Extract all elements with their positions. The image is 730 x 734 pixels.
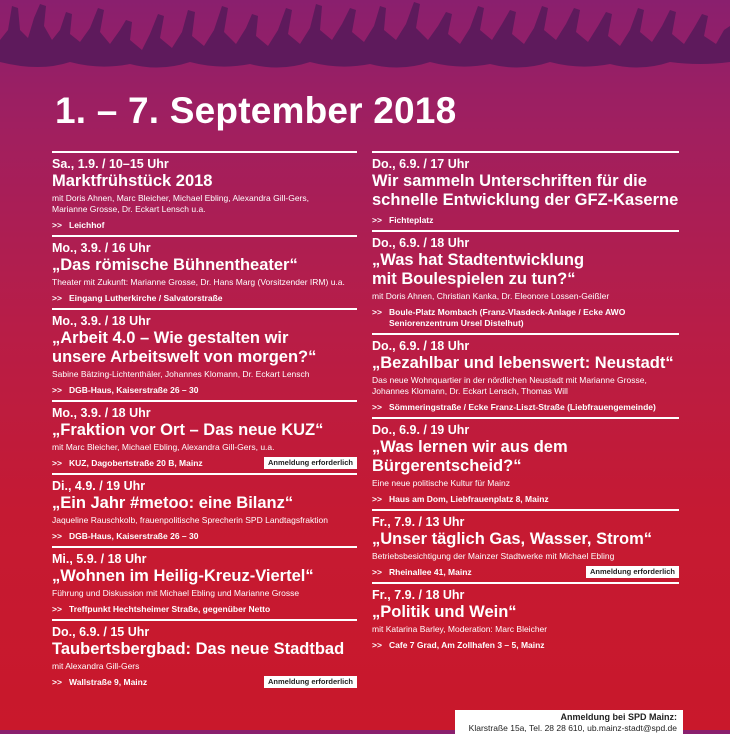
event-date: Mo., 3.9. / 18 Uhr <box>52 406 151 420</box>
event-title <box>52 172 357 191</box>
event-entry <box>372 509 679 578</box>
event-location <box>372 215 679 226</box>
event-description-line: mit Alexandra Gill-Gers <box>52 661 140 671</box>
event-title <box>372 603 679 622</box>
event-location <box>372 307 679 329</box>
event-title <box>52 256 357 275</box>
location-arrow-icon: >> <box>52 220 62 230</box>
event-location-line <box>52 531 357 542</box>
event-description-line: mit Doris Ahnen, Marc Bleicher, Michael Ebling, Alexandra Gill-Gers, <box>52 193 309 203</box>
event-title-line: „Fraktion vor Ort – Das neue KUZ“ <box>52 421 324 439</box>
event-date: Di., 4.9. / 19 Uhr <box>52 479 146 493</box>
event-entry <box>52 235 357 304</box>
event-title <box>372 251 679 289</box>
event-location <box>52 531 357 542</box>
event-location-text: Haus am Dom, Liebfrauenplatz 8, Mainz <box>389 494 549 504</box>
event-description <box>52 277 357 288</box>
event-date: Sa., 1.9. / 10–15 Uhr <box>52 157 169 171</box>
event-location-text: Leichhof <box>69 220 105 230</box>
event-location-line <box>52 604 357 615</box>
event-entry <box>52 308 357 396</box>
event-entry <box>52 473 357 542</box>
event-title <box>52 567 357 586</box>
crowd-silhouette-icon <box>0 0 730 92</box>
location-arrow-icon: >> <box>52 604 62 614</box>
event-title <box>372 354 679 373</box>
event-date: Mo., 3.9. / 18 Uhr <box>52 314 151 328</box>
event-title-line: unsere Arbeitswelt von morgen?“ <box>52 348 317 366</box>
event-entry <box>372 151 679 226</box>
event-date: Do., 6.9. / 18 Uhr <box>372 236 470 250</box>
event-description <box>52 661 357 672</box>
event-description <box>372 551 679 562</box>
event-title <box>52 421 357 440</box>
event-location-text: DGB-Haus, Kaiserstraße 26 – 30 <box>69 385 199 395</box>
event-location <box>372 402 679 413</box>
event-title-line: „Das römische Bühnentheater“ <box>52 256 298 274</box>
event-entry <box>52 546 357 615</box>
event-title-line: „Arbeit 4.0 – Wie gestalten wir <box>52 329 289 347</box>
event-title <box>52 640 357 659</box>
event-location-text: Treffpunkt Hechtsheimer Straße, gegenüber Netto <box>69 604 271 614</box>
event-entry <box>52 400 357 469</box>
event-description-line: Johannes Klomann, Dr. Eckart Lensch, Thomas Will <box>372 386 568 396</box>
event-location-line <box>52 385 357 396</box>
event-title <box>52 329 357 367</box>
event-description-line: mit Katarina Barley, Moderation: Marc Bleicher <box>372 624 548 634</box>
event-date: Mi., 5.9. / 18 Uhr <box>52 552 147 566</box>
location-arrow-icon: >> <box>52 293 62 303</box>
event-location <box>52 604 357 615</box>
event-title <box>372 438 679 476</box>
event-description <box>52 515 357 526</box>
event-location-text: DGB-Haus, Kaiserstraße 26 – 30 <box>69 531 199 541</box>
event-entry <box>372 417 679 505</box>
event-location <box>52 293 357 304</box>
event-location <box>52 677 357 688</box>
event-location-text: Rheinallee 41, Mainz <box>389 567 472 577</box>
location-arrow-icon: >> <box>52 458 62 468</box>
event-description-line: mit Marc Bleicher, Michael Ebling, Alexandra Gill-Gers, u.a. <box>52 442 275 452</box>
event-title <box>372 530 679 549</box>
event-location <box>372 640 679 651</box>
registration-heading: Anmeldung bei SPD Mainz: <box>560 712 677 722</box>
event-date: Fr., 7.9. / 13 Uhr <box>372 515 465 529</box>
event-date: Mo., 3.9. / 16 Uhr <box>52 241 151 255</box>
event-title-line: Wir sammeln Unterschriften für die <box>372 172 647 190</box>
event-location <box>372 567 679 578</box>
location-arrow-icon: >> <box>52 531 62 541</box>
event-title-line: „Bezahlbar und lebenswert: Neustadt“ <box>372 354 674 372</box>
event-location-line <box>372 215 679 226</box>
location-arrow-icon: >> <box>52 677 62 687</box>
event-title-line: „Was lernen wir aus dem <box>372 438 568 456</box>
event-location-text: Seniorenzentrum Ursel Distelhut) <box>389 318 524 328</box>
event-location-text: Sömmeringstraße / Ecke Franz-Liszt-Straße (Liebfrauengemeinde) <box>389 402 656 412</box>
event-entry <box>52 151 357 231</box>
event-title-line: Marktfrühstück 2018 <box>52 172 213 190</box>
location-arrow-icon: >> <box>372 640 382 650</box>
event-location-line <box>372 307 679 318</box>
event-location-line <box>52 220 357 231</box>
event-location <box>52 458 357 469</box>
event-description-line: Sabine Bätzing-Lichtenthäler, Johannes Klomann, Dr. Eckart Lensch <box>52 369 310 379</box>
event-description <box>52 369 357 380</box>
event-location-line <box>372 402 679 413</box>
location-arrow-icon: >> <box>372 215 382 225</box>
event-location-text: Cafe 7 Grad, Am Zollhafen 3 – 5, Mainz <box>389 640 545 650</box>
event-title <box>372 172 679 210</box>
event-description-line: Theater mit Zukunft: Marianne Grosse, Dr. Hans Marg (Vorsitzender IRM) u.a. <box>52 277 345 287</box>
event-location-line <box>372 640 679 651</box>
event-entry <box>52 619 357 688</box>
event-date: Do., 6.9. / 15 Uhr <box>52 625 150 639</box>
event-location-line <box>372 494 679 505</box>
event-location <box>372 494 679 505</box>
event-date: Fr., 7.9. / 18 Uhr <box>372 588 465 602</box>
event-title-line: mit Boulespielen zu tun?“ <box>372 270 576 288</box>
location-arrow-icon: >> <box>372 494 382 504</box>
event-location-text: Eingang Lutherkirche / Salvatorstraße <box>69 293 223 303</box>
event-location-text: Boule-Platz Mombach (Franz-Vlasdeck-Anlage / Ecke AWO <box>389 307 626 317</box>
event-description-line: mit Doris Ahnen, Christian Kanka, Dr. Eleonore Lossen-Geißler <box>372 291 610 301</box>
event-location-line <box>372 318 679 329</box>
registration-required-badge: Anmeldung erforderlich <box>264 457 357 469</box>
left-event-column <box>52 151 357 692</box>
event-location-text: Wallstraße 9, Mainz <box>69 677 148 687</box>
event-title-line: schnelle Entwicklung der GFZ-Kaserne <box>372 191 679 209</box>
location-arrow-icon: >> <box>52 385 62 395</box>
event-description-line: Betriebsbesichtigung der Mainzer Stadtwerke mit Michael Ebling <box>372 551 615 561</box>
event-description <box>372 291 679 302</box>
event-description-line: Das neue Wohnquartier in der nördlichen Neustadt mit Marianne Grosse, <box>372 375 647 385</box>
event-description <box>372 478 679 489</box>
event-location <box>52 385 357 396</box>
event-entry <box>372 230 679 329</box>
event-date: Do., 6.9. / 17 Uhr <box>372 157 470 171</box>
event-title-line: „Unser täglich Gas, Wasser, Strom“ <box>372 530 652 548</box>
event-description <box>52 588 357 599</box>
event-description-line: Jaqueline Rauschkolb, frauenpolitische Sprecherin SPD Landtagsfraktion <box>52 515 328 525</box>
location-arrow-icon: >> <box>372 402 382 412</box>
location-arrow-icon: >> <box>372 567 382 577</box>
event-title-line: „Politik und Wein“ <box>372 603 517 621</box>
event-entry <box>372 333 679 413</box>
location-arrow-icon: >> <box>372 307 382 317</box>
event-title <box>52 494 357 513</box>
event-description <box>52 442 357 453</box>
event-date: Do., 6.9. / 18 Uhr <box>372 339 470 353</box>
event-description <box>372 624 679 635</box>
registration-info-box <box>455 710 683 734</box>
event-title-line: Bürgerentscheid?“ <box>372 457 522 475</box>
event-location-text: Fichteplatz <box>389 215 434 225</box>
registration-required-badge: Anmeldung erforderlich <box>264 676 357 688</box>
event-location-line <box>52 293 357 304</box>
event-title-line: „Ein Jahr #metoo: eine Bilanz“ <box>52 494 294 512</box>
event-title-line: „Wohnen im Heilig-Kreuz-Viertel“ <box>52 567 314 585</box>
event-description-line: Führung und Diskussion mit Michael Ebling und Marianne Grosse <box>52 588 300 598</box>
event-description <box>52 193 357 215</box>
event-description-line: Eine neue politische Kultur für Mainz <box>372 478 510 488</box>
registration-contact: Klarstraße 15a, Tel. 28 28 610, ub.mainz-stadt@spd.de <box>468 723 677 733</box>
event-title-line: „Was hat Stadtentwicklung <box>372 251 585 269</box>
event-description <box>372 375 679 397</box>
date-range-title: 1. – 7. September 2018 <box>55 90 457 131</box>
registration-required-badge: Anmeldung erforderlich <box>586 566 679 578</box>
event-title-line: Taubertsbergbad: Das neue Stadtbad <box>52 640 345 658</box>
event-description-line: Marianne Grosse, Dr. Eckart Lensch u.a. <box>52 204 206 214</box>
event-location-text: KUZ, Dagobertstraße 20 B, Mainz <box>69 458 203 468</box>
event-date: Do., 6.9. / 19 Uhr <box>372 423 470 437</box>
event-entry <box>372 582 679 651</box>
event-location <box>52 220 357 231</box>
right-event-column <box>372 151 679 655</box>
